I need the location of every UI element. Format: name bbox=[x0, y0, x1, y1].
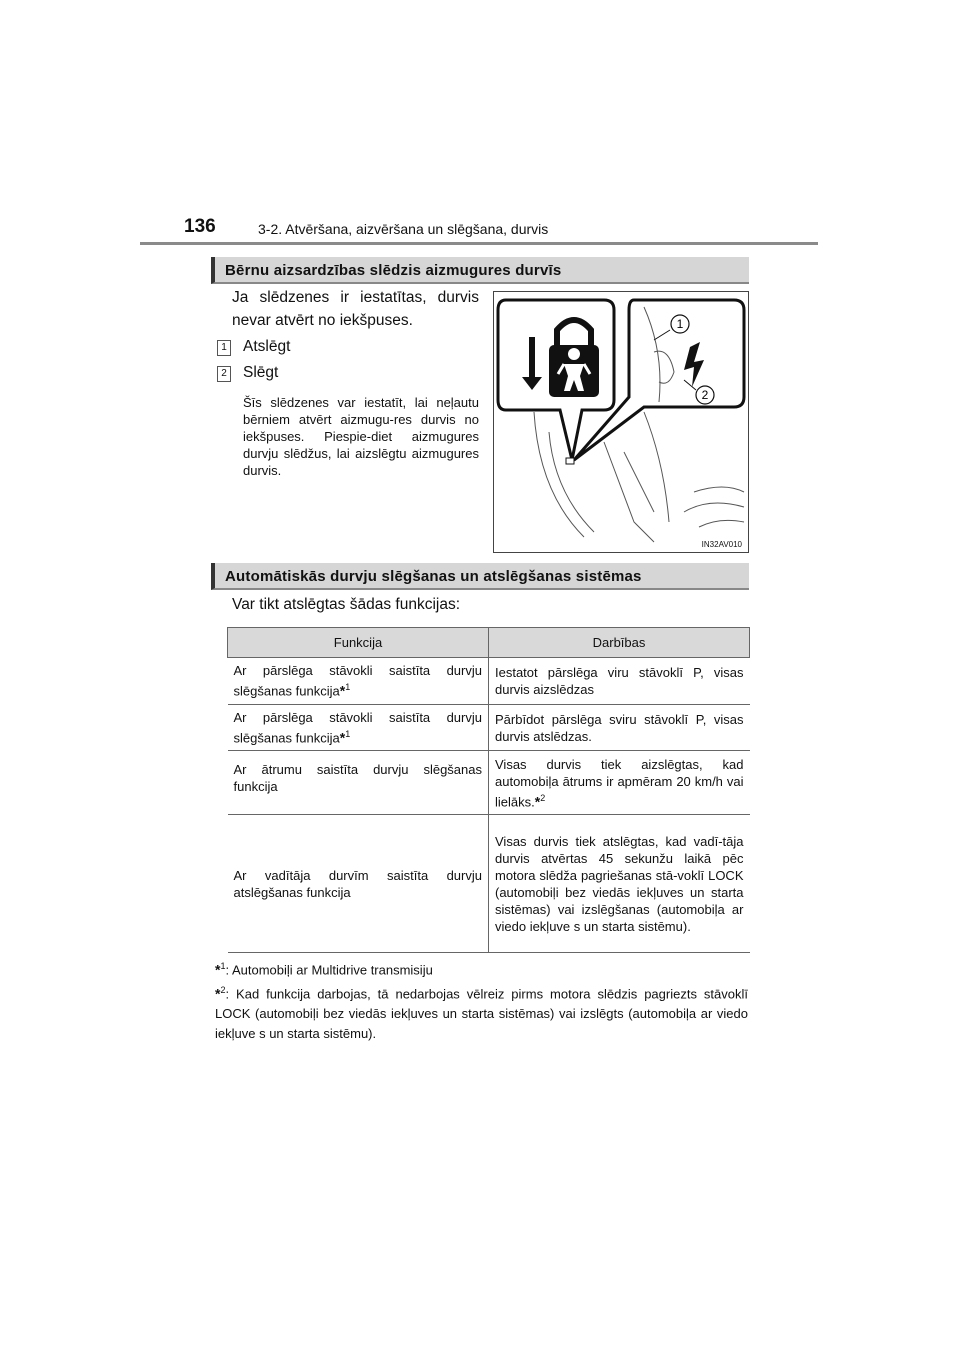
footnote-number: 2 bbox=[220, 985, 226, 995]
function-cell bbox=[228, 815, 489, 953]
action-cell bbox=[489, 751, 750, 815]
footnote-text: : Automobiļi ar Multidrive transmisiju bbox=[225, 962, 433, 978]
figure-code: IN32AV010 bbox=[701, 540, 742, 549]
footnote-number: 1 bbox=[220, 961, 226, 971]
breadcrumb: 3-2. Atvēršana, aizvēršana un slēgšana, durvis bbox=[258, 221, 549, 237]
footnote-mark: * bbox=[339, 729, 346, 746]
item-label-unlock: Atslēgt bbox=[243, 338, 291, 355]
callout-2-label: 2 bbox=[701, 388, 709, 402]
footnote-number: 1 bbox=[345, 682, 351, 693]
column-header-action: Darbības bbox=[489, 628, 750, 658]
action-text: Visas durvis tiek atslēgtas, kad vadī-tāja durvis atvērtas 45 sekunžu laikā pēc motora slēdža pagriešanas stā-voklī LOCK (automobiļi bez viedās iekļuves un starta sistēmas) vai izslēgšanas (automobiļa ar viedo iekļuve s un starta sistēmu). bbox=[495, 833, 744, 934]
footnote-mark: * bbox=[339, 682, 346, 699]
footnote-mark: * bbox=[215, 961, 221, 978]
function-text: Ar pārslēga stāvokli saistīta durvju slēgšanas funkcija bbox=[233, 663, 482, 699]
table-row bbox=[228, 751, 750, 815]
table-row bbox=[228, 815, 750, 953]
item-number-1: 1 bbox=[217, 340, 231, 356]
note-text: Šīs slēdzenes var iestatīt, lai neļautu bērniem atvērt aizmugu-res durvis no iekšpuses. Piespie-diet aizmugures durvju slēdžus, lai aizslēgtu aizmugures durvis. bbox=[243, 395, 479, 478]
footnote-mark: * bbox=[215, 985, 221, 1002]
item-label-lock: Slēgt bbox=[243, 364, 279, 381]
footnote-number: 1 bbox=[345, 729, 351, 739]
header-divider bbox=[140, 242, 818, 245]
footnote-2 bbox=[215, 980, 748, 1044]
action-cell bbox=[489, 815, 750, 953]
section-title: Automātiskās durvju slēgšanas un atslēgšanas sistēmas bbox=[225, 568, 642, 585]
function-cell bbox=[228, 751, 489, 815]
action-cell bbox=[489, 705, 750, 751]
column-header-function: Funkcija bbox=[228, 628, 489, 658]
table-row bbox=[228, 705, 750, 751]
function-text: Ar ātrumu saistīta durvju slēgšanas funkcija bbox=[233, 762, 482, 795]
function-cell bbox=[228, 658, 489, 705]
function-text: Ar vadītāja durvīm saistīta durvju atslēgšanas funkcija bbox=[233, 867, 482, 900]
action-text: Iestatot pārslēga viru stāvoklī P, visas durvis aizslēdzas bbox=[495, 665, 744, 697]
action-text: Pārbīdot pārslēga sviru stāvoklī P, visas durvis atslēdzas. bbox=[495, 711, 744, 744]
footnote-mark: * bbox=[534, 792, 541, 809]
action-cell bbox=[489, 658, 750, 705]
function-cell bbox=[228, 705, 489, 751]
child-lock-illustration bbox=[493, 291, 749, 553]
footnote-1 bbox=[215, 956, 755, 980]
item-number-2: 2 bbox=[217, 366, 231, 382]
section-heading-auto-lock bbox=[211, 563, 749, 590]
page-number: 136 bbox=[184, 216, 216, 237]
features-intro: Var tikt atslēgtas šādas funkcijas: bbox=[232, 596, 461, 613]
action-text: Visas durvis tiek aizslēgtas, kad automobiļa ātrums ir apmēram 20 km/h vai lielāks. bbox=[495, 756, 744, 809]
functions-table bbox=[227, 627, 750, 953]
footnote-number: 2 bbox=[540, 792, 546, 803]
table-header-row bbox=[228, 628, 750, 658]
function-text: Ar pārslēga stāvokli saistīta durvju slēgšanas funkcija bbox=[233, 710, 482, 746]
section-title: Bērnu aizsardzības slēdzis aizmugures durvīs bbox=[225, 262, 562, 279]
door-illustration bbox=[494, 292, 748, 552]
footnote-text: : Kad funkcija darbojas, tā nedarbojas vēlreiz pirms motora slēdzis pagriezts stāvoklī LOCK (automobiļi bez viedās iekļuves un starta sistēmas) vai izslēgts (automobiļa ar viedo iekļuve s un starta sistēmu). bbox=[215, 986, 748, 1042]
intro-text: Ja slēdzenes ir iestatītas, durvis nevar atvērt no iekšpuses. bbox=[232, 289, 479, 329]
callout-1-label: 1 bbox=[676, 317, 684, 331]
section-heading-child-lock bbox=[211, 257, 749, 284]
table-row bbox=[228, 658, 750, 705]
